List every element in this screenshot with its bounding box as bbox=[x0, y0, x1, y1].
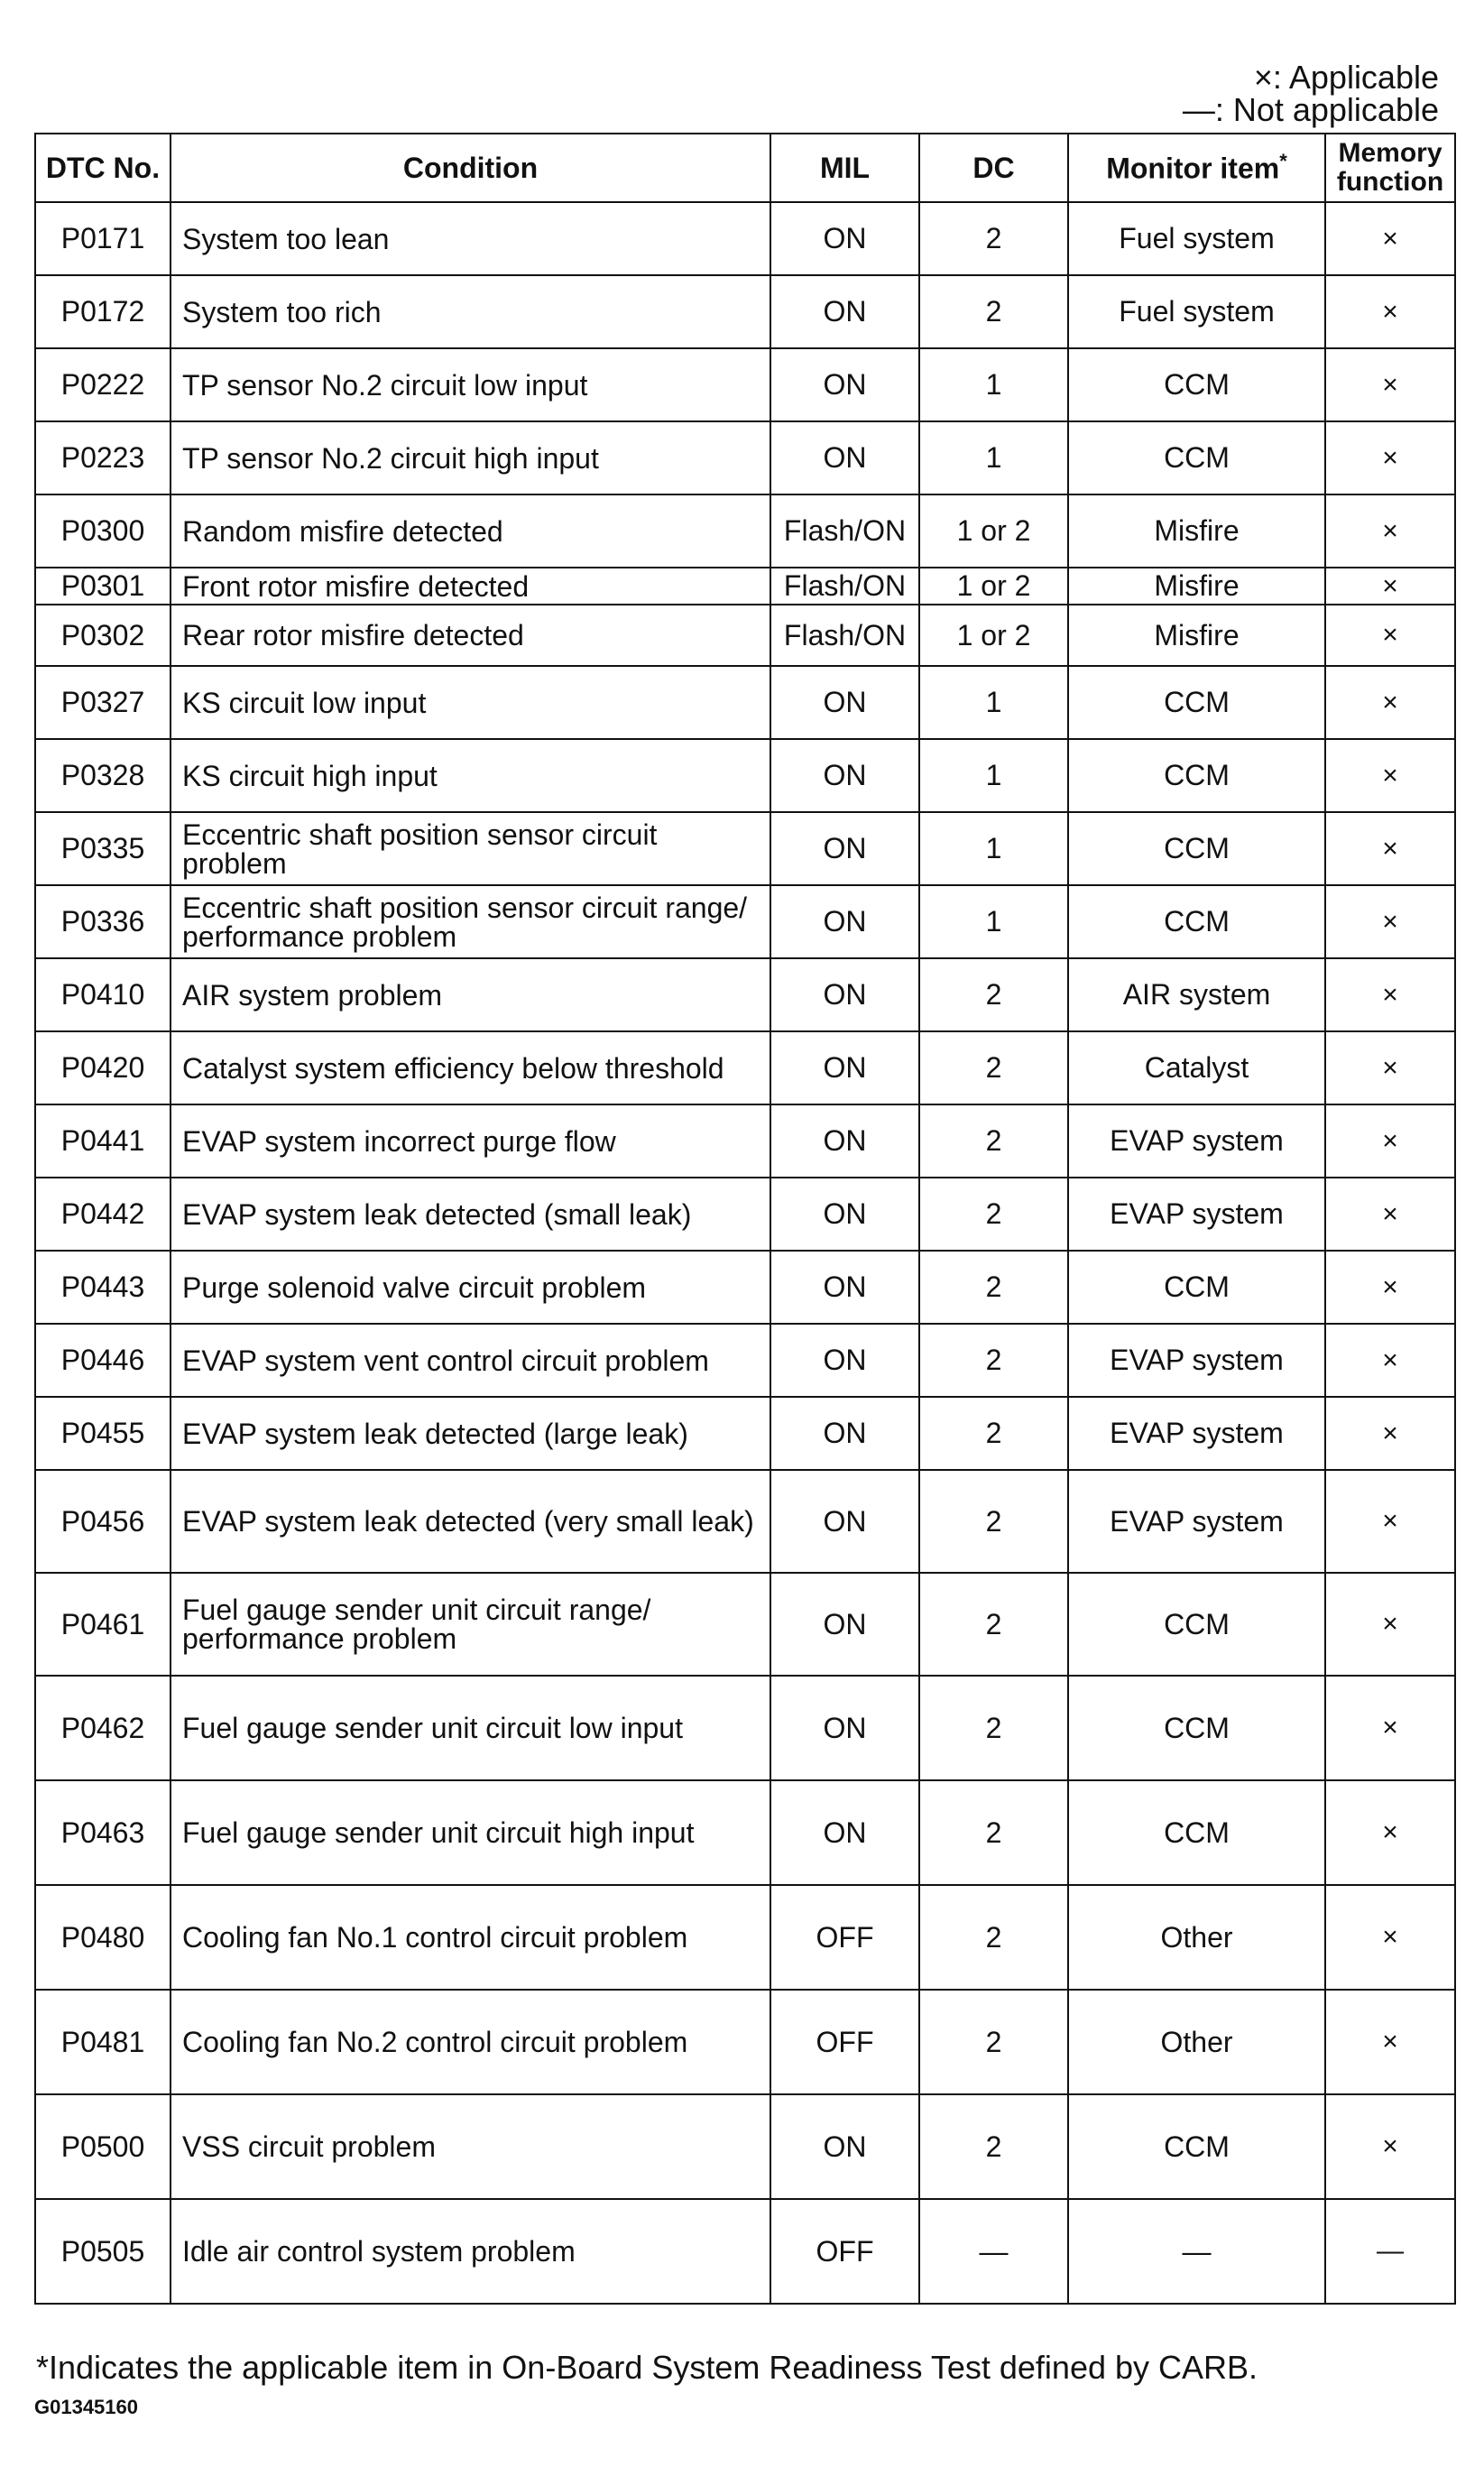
table-body bbox=[35, 202, 1455, 2304]
header-condition: Condition bbox=[171, 134, 770, 202]
cell-mil: Flash/ON bbox=[770, 605, 919, 666]
cell-mil: ON bbox=[770, 1470, 919, 1573]
table-row bbox=[35, 1104, 1455, 1178]
cell-condition: Fuel gauge sender unit circuit low input bbox=[171, 1676, 770, 1780]
cell-mil: ON bbox=[770, 1251, 919, 1324]
cell-mil: ON bbox=[770, 666, 919, 739]
table-row bbox=[35, 1573, 1455, 1676]
cell-mil: ON bbox=[770, 1031, 919, 1104]
cell-condition: TP sensor No.2 circuit low input bbox=[171, 348, 770, 421]
cell-dc: 1 bbox=[919, 348, 1068, 421]
table-header-row bbox=[35, 134, 1455, 202]
cell-mil: ON bbox=[770, 1573, 919, 1676]
cell-dtc-no: P0446 bbox=[35, 1324, 171, 1397]
table-row bbox=[35, 1470, 1455, 1573]
cell-memory-function: × bbox=[1325, 1990, 1455, 2094]
cell-condition: Cooling fan No.1 control circuit problem bbox=[171, 1885, 770, 1990]
cell-condition: TP sensor No.2 circuit high input bbox=[171, 421, 770, 494]
cell-condition: System too rich bbox=[171, 275, 770, 348]
cell-dc: 2 bbox=[919, 1031, 1068, 1104]
cell-dtc-no: P0420 bbox=[35, 1031, 171, 1104]
cell-dc: 2 bbox=[919, 1676, 1068, 1780]
cell-memory-function: × bbox=[1325, 1470, 1455, 1573]
cell-memory-function: × bbox=[1325, 739, 1455, 812]
cell-dtc-no: P0462 bbox=[35, 1676, 171, 1780]
table-row bbox=[35, 421, 1455, 494]
cell-dc: 1 bbox=[919, 739, 1068, 812]
cell-mil: OFF bbox=[770, 1990, 919, 2094]
cell-memory-function: — bbox=[1325, 2199, 1455, 2304]
cell-memory-function: × bbox=[1325, 1573, 1455, 1676]
cell-memory-function: × bbox=[1325, 2094, 1455, 2199]
cell-monitor-item: CCM bbox=[1068, 1676, 1325, 1780]
table-row bbox=[35, 2094, 1455, 2199]
legend-not-applicable: —: Not applicable bbox=[1182, 91, 1439, 128]
table-row bbox=[35, 1397, 1455, 1470]
cell-monitor-item: AIR system bbox=[1068, 958, 1325, 1031]
cell-monitor-item: Misfire bbox=[1068, 568, 1325, 605]
cell-mil: ON bbox=[770, 958, 919, 1031]
cell-condition: EVAP system leak detected (small leak) bbox=[171, 1178, 770, 1251]
table-row bbox=[35, 666, 1455, 739]
cell-dtc-no: P0500 bbox=[35, 2094, 171, 2199]
cell-dc: 2 bbox=[919, 202, 1068, 275]
cell-condition: Rear rotor misfire detected bbox=[171, 605, 770, 666]
cell-condition: Front rotor misfire detected bbox=[171, 568, 770, 605]
cell-memory-function: × bbox=[1325, 812, 1455, 885]
cell-condition: EVAP system vent control circuit problem bbox=[171, 1324, 770, 1397]
cell-dc: 2 bbox=[919, 1780, 1068, 1885]
table-row bbox=[35, 275, 1455, 348]
header-memory-function bbox=[1325, 134, 1455, 202]
cell-monitor-item: Fuel system bbox=[1068, 202, 1325, 275]
cell-dtc-no: P0300 bbox=[35, 494, 171, 568]
legend bbox=[1183, 61, 1439, 126]
cell-mil: ON bbox=[770, 348, 919, 421]
cell-condition: Cooling fan No.2 control circuit problem bbox=[171, 1990, 770, 2094]
cell-monitor-item: CCM bbox=[1068, 348, 1325, 421]
cell-mil: ON bbox=[770, 1178, 919, 1251]
table-row bbox=[35, 958, 1455, 1031]
cell-dtc-no: P0410 bbox=[35, 958, 171, 1031]
header-memory-line1: Memory bbox=[1338, 138, 1443, 168]
table-row bbox=[35, 494, 1455, 568]
cell-memory-function: × bbox=[1325, 421, 1455, 494]
cell-dc: 2 bbox=[919, 2094, 1068, 2199]
cell-condition: System too lean bbox=[171, 202, 770, 275]
cell-condition: Eccentric shaft position sensor circuit range/ performance problem bbox=[171, 885, 770, 958]
cell-monitor-item: CCM bbox=[1068, 2094, 1325, 2199]
cell-dc: 2 bbox=[919, 1178, 1068, 1251]
cell-memory-function: × bbox=[1325, 494, 1455, 568]
cell-memory-function: × bbox=[1325, 1885, 1455, 1990]
table-row bbox=[35, 202, 1455, 275]
cell-monitor-item: EVAP system bbox=[1068, 1104, 1325, 1178]
table-row bbox=[35, 812, 1455, 885]
cell-mil: ON bbox=[770, 275, 919, 348]
cell-dtc-no: P0302 bbox=[35, 605, 171, 666]
cell-condition: Idle air control system problem bbox=[171, 2199, 770, 2304]
dtc-table bbox=[34, 133, 1456, 2305]
cell-dc: 2 bbox=[919, 275, 1068, 348]
cell-mil: ON bbox=[770, 1676, 919, 1780]
cell-dtc-no: P0481 bbox=[35, 1990, 171, 2094]
cell-monitor-item: Misfire bbox=[1068, 605, 1325, 666]
cell-condition: EVAP system leak detected (large leak) bbox=[171, 1397, 770, 1470]
cell-dc: 1 or 2 bbox=[919, 568, 1068, 605]
cell-dtc-no: P0505 bbox=[35, 2199, 171, 2304]
cell-memory-function: × bbox=[1325, 1251, 1455, 1324]
cell-dc: 2 bbox=[919, 1990, 1068, 2094]
cell-condition: Catalyst system efficiency below threshold bbox=[171, 1031, 770, 1104]
cell-mil: ON bbox=[770, 202, 919, 275]
cell-memory-function: × bbox=[1325, 885, 1455, 958]
cell-dc: 1 bbox=[919, 885, 1068, 958]
cell-condition: EVAP system leak detected (very small leak) bbox=[171, 1470, 770, 1573]
cell-dc: 2 bbox=[919, 1573, 1068, 1676]
legend-applicable: ×: Applicable bbox=[1253, 59, 1439, 96]
cell-monitor-item: EVAP system bbox=[1068, 1397, 1325, 1470]
header-dtc-no: DTC No. bbox=[35, 134, 171, 202]
cell-monitor-item: Other bbox=[1068, 1885, 1325, 1990]
cell-memory-function: × bbox=[1325, 1031, 1455, 1104]
cell-dc: 1 bbox=[919, 666, 1068, 739]
cell-memory-function: × bbox=[1325, 275, 1455, 348]
cell-dtc-no: P0172 bbox=[35, 275, 171, 348]
cell-monitor-item: Misfire bbox=[1068, 494, 1325, 568]
table-row bbox=[35, 1780, 1455, 1885]
table-row bbox=[35, 1324, 1455, 1397]
header-dc: DC bbox=[919, 134, 1068, 202]
header-monitor-item bbox=[1068, 134, 1325, 202]
cell-mil: OFF bbox=[770, 1885, 919, 1990]
cell-monitor-item: Catalyst bbox=[1068, 1031, 1325, 1104]
table-row bbox=[35, 1676, 1455, 1780]
table-row bbox=[35, 1990, 1455, 2094]
cell-mil: ON bbox=[770, 421, 919, 494]
cell-dc: 2 bbox=[919, 1104, 1068, 1178]
cell-dtc-no: P0335 bbox=[35, 812, 171, 885]
cell-condition: Fuel gauge sender unit circuit range/ performance problem bbox=[171, 1573, 770, 1676]
cell-condition: VSS circuit problem bbox=[171, 2094, 770, 2199]
cell-memory-function: × bbox=[1325, 1780, 1455, 1885]
cell-condition: Fuel gauge sender unit circuit high input bbox=[171, 1780, 770, 1885]
cell-dc: 1 or 2 bbox=[919, 494, 1068, 568]
cell-monitor-item: CCM bbox=[1068, 739, 1325, 812]
cell-mil: ON bbox=[770, 1397, 919, 1470]
table-row bbox=[35, 885, 1455, 958]
cell-memory-function: × bbox=[1325, 202, 1455, 275]
cell-monitor-item: — bbox=[1068, 2199, 1325, 2304]
cell-dtc-no: P0480 bbox=[35, 1885, 171, 1990]
cell-mil: ON bbox=[770, 812, 919, 885]
cell-monitor-item: EVAP system bbox=[1068, 1324, 1325, 1397]
cell-mil: ON bbox=[770, 885, 919, 958]
cell-dtc-no: P0443 bbox=[35, 1251, 171, 1324]
footnote: *Indicates the applicable item in On-Board System Readiness Test defined by CARB. bbox=[36, 2349, 1258, 2386]
cell-memory-function: × bbox=[1325, 1178, 1455, 1251]
table-row bbox=[35, 605, 1455, 666]
cell-monitor-item: EVAP system bbox=[1068, 1470, 1325, 1573]
cell-dc: 1 bbox=[919, 421, 1068, 494]
cell-condition: KS circuit high input bbox=[171, 739, 770, 812]
cell-dc: 2 bbox=[919, 1470, 1068, 1573]
cell-monitor-item: CCM bbox=[1068, 421, 1325, 494]
cell-dtc-no: P0328 bbox=[35, 739, 171, 812]
cell-dtc-no: P0223 bbox=[35, 421, 171, 494]
cell-dc: 2 bbox=[919, 1251, 1068, 1324]
table-row bbox=[35, 1251, 1455, 1324]
cell-dtc-no: P0327 bbox=[35, 666, 171, 739]
cell-monitor-item: CCM bbox=[1068, 1573, 1325, 1676]
table-row bbox=[35, 1885, 1455, 1990]
cell-memory-function: × bbox=[1325, 1104, 1455, 1178]
cell-mil: ON bbox=[770, 739, 919, 812]
cell-memory-function: × bbox=[1325, 1676, 1455, 1780]
cell-condition: AIR system problem bbox=[171, 958, 770, 1031]
cell-memory-function: × bbox=[1325, 666, 1455, 739]
cell-monitor-item: Fuel system bbox=[1068, 275, 1325, 348]
header-memory-line2: function bbox=[1336, 167, 1444, 197]
cell-dtc-no: P0336 bbox=[35, 885, 171, 958]
cell-mil: ON bbox=[770, 1324, 919, 1397]
cell-monitor-item: CCM bbox=[1068, 1780, 1325, 1885]
cell-dc: 1 or 2 bbox=[919, 605, 1068, 666]
cell-condition: Purge solenoid valve circuit problem bbox=[171, 1251, 770, 1324]
cell-mil: ON bbox=[770, 2094, 919, 2199]
cell-memory-function: × bbox=[1325, 605, 1455, 666]
cell-dtc-no: P0301 bbox=[35, 568, 171, 605]
cell-monitor-item: Other bbox=[1068, 1990, 1325, 2094]
cell-monitor-item: CCM bbox=[1068, 666, 1325, 739]
cell-condition: Eccentric shaft position sensor circuit problem bbox=[171, 812, 770, 885]
figure-id: G01345160 bbox=[34, 2396, 138, 2418]
header-monitor-asterisk: * bbox=[1279, 150, 1287, 173]
cell-memory-function: × bbox=[1325, 568, 1455, 605]
cell-memory-function: × bbox=[1325, 1397, 1455, 1470]
cell-dtc-no: P0171 bbox=[35, 202, 171, 275]
cell-mil: OFF bbox=[770, 2199, 919, 2304]
table-row bbox=[35, 1178, 1455, 1251]
table-row bbox=[35, 739, 1455, 812]
cell-memory-function: × bbox=[1325, 958, 1455, 1031]
cell-monitor-item: CCM bbox=[1068, 885, 1325, 958]
cell-monitor-item: CCM bbox=[1068, 1251, 1325, 1324]
cell-dtc-no: P0442 bbox=[35, 1178, 171, 1251]
cell-monitor-item: EVAP system bbox=[1068, 1178, 1325, 1251]
cell-condition: KS circuit low input bbox=[171, 666, 770, 739]
cell-condition: Random misfire detected bbox=[171, 494, 770, 568]
cell-condition: EVAP system incorrect purge flow bbox=[171, 1104, 770, 1178]
cell-dtc-no: P0455 bbox=[35, 1397, 171, 1470]
table-row bbox=[35, 1031, 1455, 1104]
table-row bbox=[35, 348, 1455, 421]
cell-dc: 2 bbox=[919, 958, 1068, 1031]
cell-dtc-no: P0463 bbox=[35, 1780, 171, 1885]
header-monitor-label: Monitor item bbox=[1106, 152, 1280, 185]
table-row bbox=[35, 568, 1455, 605]
cell-dc: — bbox=[919, 2199, 1068, 2304]
cell-mil: ON bbox=[770, 1780, 919, 1885]
table-row bbox=[35, 2199, 1455, 2304]
cell-dc: 1 bbox=[919, 812, 1068, 885]
header-mil: MIL bbox=[770, 134, 919, 202]
cell-dtc-no: P0441 bbox=[35, 1104, 171, 1178]
cell-mil: Flash/ON bbox=[770, 568, 919, 605]
cell-dc: 2 bbox=[919, 1397, 1068, 1470]
cell-dc: 2 bbox=[919, 1885, 1068, 1990]
cell-dtc-no: P0222 bbox=[35, 348, 171, 421]
cell-monitor-item: CCM bbox=[1068, 812, 1325, 885]
cell-dc: 2 bbox=[919, 1324, 1068, 1397]
cell-mil: Flash/ON bbox=[770, 494, 919, 568]
cell-memory-function: × bbox=[1325, 1324, 1455, 1397]
cell-memory-function: × bbox=[1325, 348, 1455, 421]
cell-mil: ON bbox=[770, 1104, 919, 1178]
cell-dtc-no: P0461 bbox=[35, 1573, 171, 1676]
cell-dtc-no: P0456 bbox=[35, 1470, 171, 1573]
